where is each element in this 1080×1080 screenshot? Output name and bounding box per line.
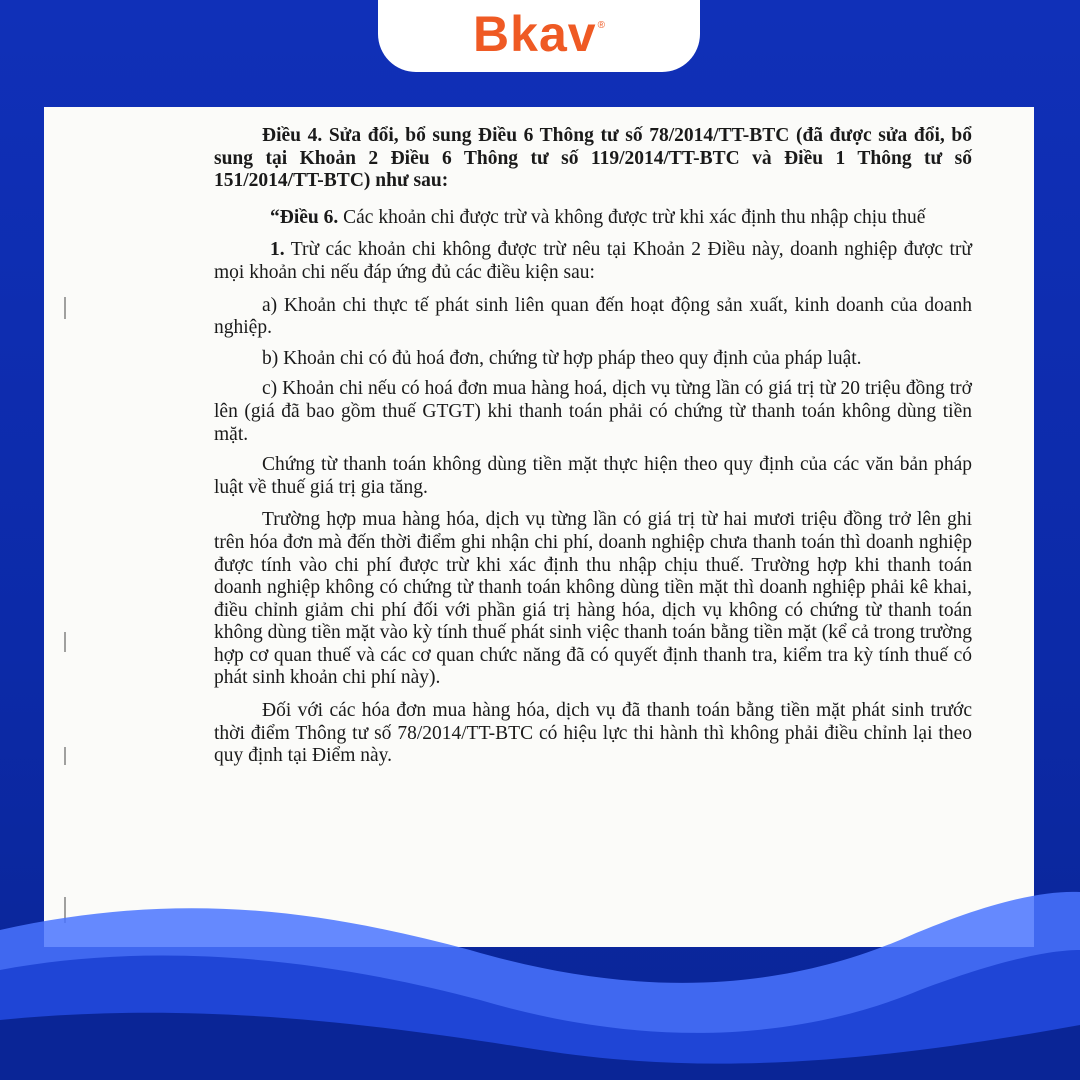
paragraph-prior-invoices: Đối với các hóa đơn mua hàng hóa, dịch vụ đã thanh toán bằng tiền mặt phát sinh trước thời điểm Thông tư số 78/2014/TT-BTC có hiệu lực thi hành thì không phải điều chỉnh lại theo quy định tại Điểm này. — [214, 700, 972, 767]
scan-artifact — [64, 632, 66, 652]
registered-mark: ® — [597, 20, 605, 31]
scan-artifact — [64, 747, 66, 765]
article-6-title-text: Các khoản chi được trừ và không được trừ khi xác định thu nhập chịu thuế — [338, 206, 926, 228]
paragraph-payment-documents: Chứng từ thanh toán không dùng tiền mặt thực hiện theo quy định của các văn bản pháp luật về thuế giá trị gia tăng. — [214, 454, 972, 498]
clause-1-text: Trừ các khoản chi không được trừ nêu tại Khoản 2 Điều này, doanh nghiệp được trừ mọi khoản chi nếu đáp ứng đủ các điều kiện sau: — [214, 239, 972, 283]
brand-header — [378, 0, 700, 72]
item-c: c) Khoản chi nếu có hoá đơn mua hàng hoá, dịch vụ từng lần có giá trị từ 20 triệu đồng trở lên (giá đã bao gồm thuế GTGT) khi thanh toán phải có chứng từ thanh toán không dùng tiền mặt. — [214, 378, 972, 445]
item-b: b) Khoản chi có đủ hoá đơn, chứng từ hợp pháp theo quy định của pháp luật. — [262, 347, 862, 369]
scan-artifact — [64, 297, 66, 319]
document-scan — [44, 107, 1034, 947]
article-4-heading: Điều 4. Sửa đổi, bổ sung Điều 6 Thông tư số 78/2014/TT-BTC (đã được sửa đổi, bổ sung tại Khoản 2 Điều 6 Thông tư số 119/2014/TT-BTC và Điều 1 Thông tư số 151/2014/TT-BTC) như sau: — [214, 125, 972, 192]
clause-1-number: 1. — [270, 239, 285, 261]
document-body — [214, 125, 972, 778]
clause-1 — [214, 239, 972, 284]
paragraph-unpaid-invoices: Trường hợp mua hàng hóa, dịch vụ từng lần có giá trị từ hai mươi triệu đồng trở lên ghi trên hóa đơn mà đến thời điểm ghi nhận chi phí, doanh nghiệp chưa thanh toán thì doanh nghiệp được tính vào chi phí được trừ khi xác định thu nhập chịu thuế. Trường hợp khi thanh toán doanh nghiệp không có chứng từ thanh toán không dùng tiền mặt thì doanh nghiệp phải kê khai, điều chỉnh giảm chi phí đối với phần giá trị hàng hóa, dịch vụ không có chứng từ thanh toán không dùng tiền mặt vào kỳ tính thuế phát sinh việc thanh toán bằng tiền mặt (kể cả trong trường hợp cơ quan thuế và các cơ quan chức năng đã có quyết định thanh tra, kiểm tra kỳ tính thuế có phát sinh khoản chi phí này). — [214, 509, 972, 689]
brand-logo: Bkav — [473, 6, 597, 62]
item-a: a) Khoản chi thực tế phát sinh liên quan đến hoạt động sản xuất, kinh doanh của doanh nghiệp. — [214, 294, 972, 339]
article-6-label: “Điều 6. — [270, 206, 339, 228]
article-6-title — [214, 207, 972, 230]
decorative-wave — [0, 850, 1080, 1080]
